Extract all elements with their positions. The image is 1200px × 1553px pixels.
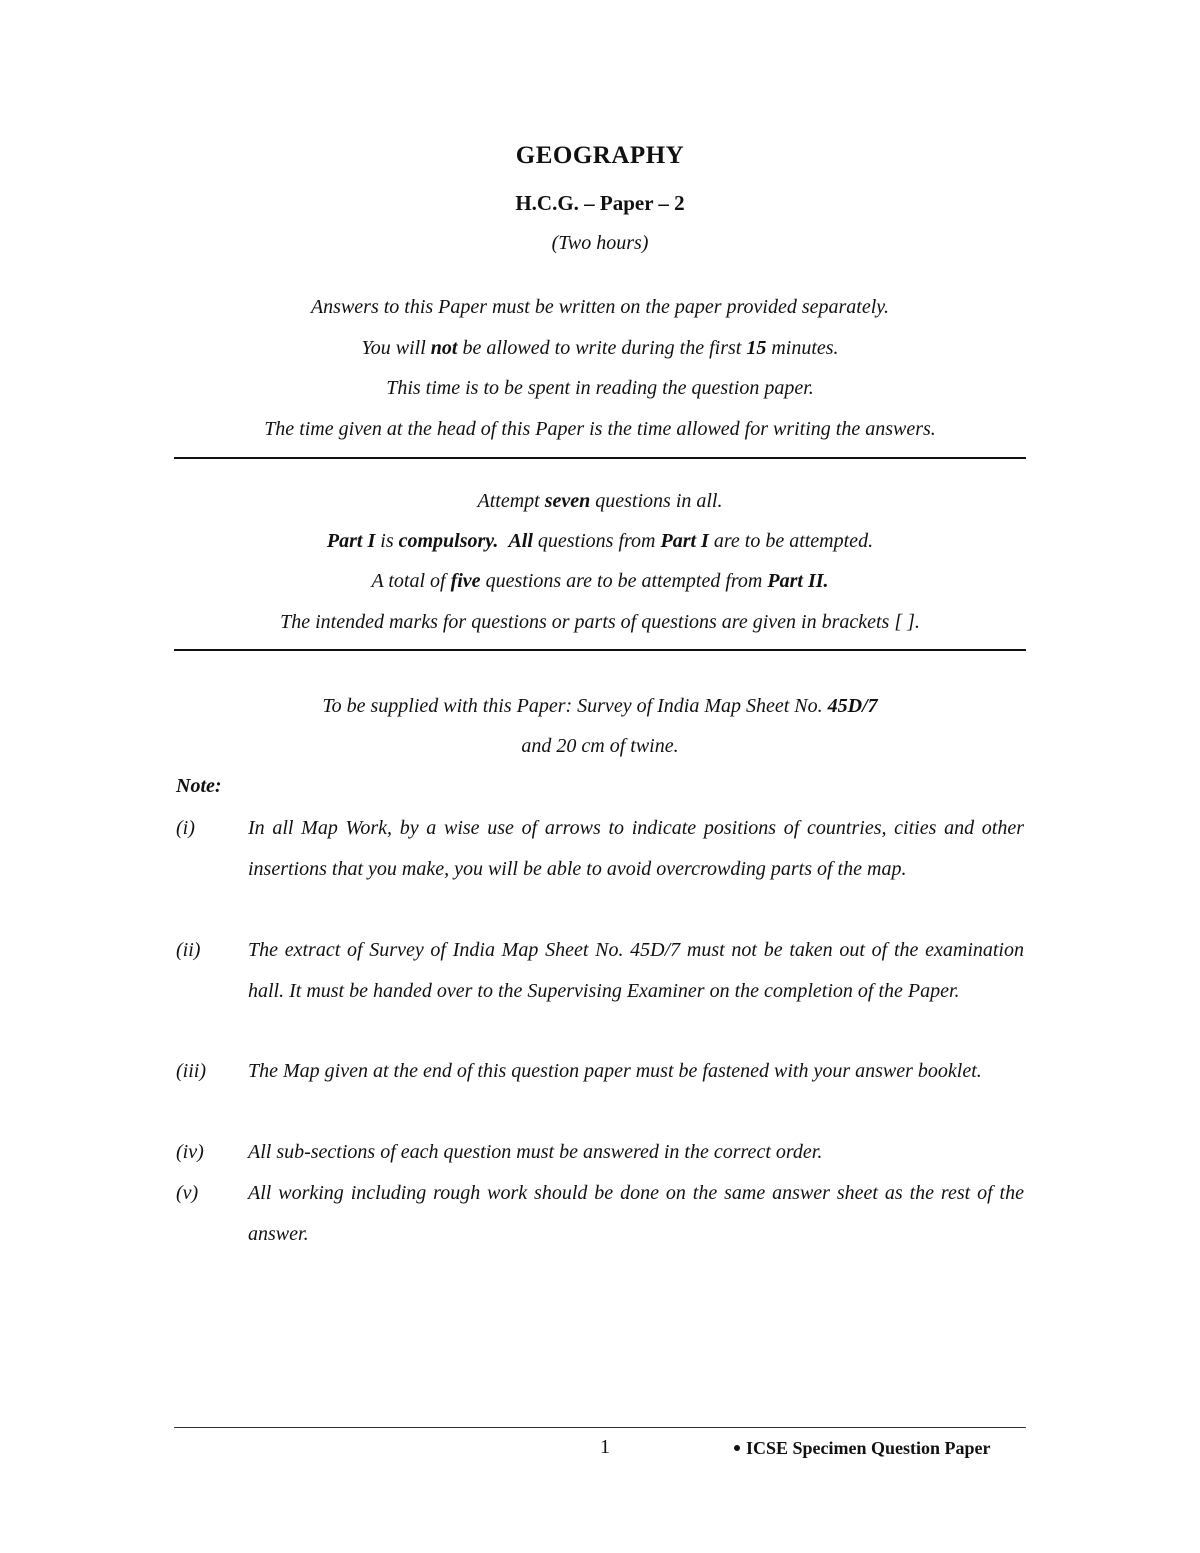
paper-subtitle: H.C.G. – Paper – 2 bbox=[515, 191, 685, 215]
note-item-text: All working including rough work should be done on the same answer sheet as the rest of the answer. bbox=[248, 1182, 1024, 1245]
attempt-emphasis: Part I bbox=[660, 530, 709, 552]
instruction-emphasis: 15 bbox=[746, 337, 767, 359]
attempt-emphasis: five bbox=[450, 570, 481, 592]
divider-rule bbox=[174, 649, 1026, 651]
supply-emphasis: 45D/7 bbox=[827, 695, 878, 717]
attempt-text: A total of bbox=[371, 570, 451, 592]
attempt-text: Attempt bbox=[477, 490, 545, 512]
note-item-text: In all Map Work, by a wise use of arrows to indicate positions of countries, cities and other insertions that you make, you will be able to avoid overcrowding parts of the map. bbox=[248, 817, 1024, 880]
attempt-line-3 bbox=[174, 570, 1026, 593]
instruction-text: minutes. bbox=[766, 337, 839, 359]
bullet-icon bbox=[734, 1445, 740, 1451]
instruction-line-1: Answers to this Paper must be written on the paper provided separately. bbox=[310, 296, 890, 318]
attempt-text: are to be attempted. bbox=[708, 530, 874, 552]
page-number: 1 bbox=[600, 1436, 610, 1458]
attempt-emphasis: compulsory. bbox=[398, 530, 499, 552]
instruction-line-2 bbox=[174, 337, 1026, 360]
paper-duration: (Two hours) bbox=[551, 232, 649, 254]
attempt-text bbox=[498, 530, 508, 552]
footer-rule bbox=[174, 1427, 1026, 1428]
attempt-text: is bbox=[375, 530, 399, 552]
note-item-number: (ii) bbox=[176, 939, 201, 961]
divider-rule bbox=[174, 457, 1026, 459]
attempt-emphasis: All bbox=[508, 530, 533, 552]
supply-line-1 bbox=[174, 695, 1026, 718]
attempt-emphasis: Part I bbox=[326, 530, 376, 552]
attempt-line-1 bbox=[174, 490, 1026, 513]
supply-text: To be supplied with this Paper: Survey of India Map Sheet No. bbox=[322, 695, 828, 717]
attempt-line-2 bbox=[174, 530, 1026, 553]
note-heading: Note: bbox=[176, 775, 222, 797]
instruction-emphasis: not bbox=[430, 337, 458, 359]
note-item-text: All sub-sections of each question must be answered in the correct order. bbox=[248, 1141, 823, 1163]
attempt-text: questions in all. bbox=[590, 490, 723, 512]
attempt-emphasis: Part II. bbox=[767, 570, 829, 592]
attempt-emphasis: seven bbox=[544, 490, 591, 512]
instruction-text: be allowed to write during the first bbox=[457, 337, 747, 359]
note-item-number: (i) bbox=[176, 817, 195, 839]
note-item-text: The Map given at the end of this question paper must be fastened with your answer booklet. bbox=[248, 1060, 982, 1082]
page-title: GEOGRAPHY bbox=[515, 142, 685, 169]
attempt-line-4: The intended marks for questions or parts of questions are given in brackets [ ]. bbox=[280, 611, 920, 633]
footer-label: ICSE Specimen Question Paper bbox=[746, 1438, 991, 1458]
instruction-line-3: This time is to be spent in reading the question paper. bbox=[386, 377, 814, 399]
instruction-line-4: The time given at the head of this Paper is the time allowed for writing the answers. bbox=[264, 418, 936, 440]
supply-line-2: and 20 cm of twine. bbox=[521, 735, 679, 757]
attempt-text: questions from bbox=[532, 530, 661, 552]
note-item-number: (iii) bbox=[176, 1060, 206, 1082]
note-item-number: (iv) bbox=[176, 1141, 204, 1163]
note-item-text: The extract of Survey of India Map Sheet No. 45D/7 must not be taken out of the examination hall. It must be handed over to the Supervising Examiner on the completion of the Paper. bbox=[248, 939, 1024, 1002]
instruction-text: You will bbox=[361, 337, 431, 359]
attempt-text: questions are to be attempted from bbox=[480, 570, 768, 592]
note-item-number: (v) bbox=[176, 1182, 199, 1204]
